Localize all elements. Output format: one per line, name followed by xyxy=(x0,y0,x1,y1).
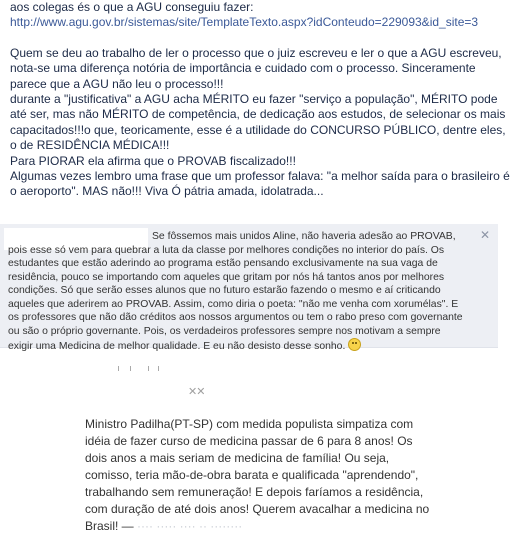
post-paragraph-4: Algumas vezes lembro uma frase que um professor falava: "a melhor saída para o brasileiro é o aeroporto". MAS não!!! Viva Ó pátria amada, idolatrada... xyxy=(10,169,510,199)
redacted-marks xyxy=(118,366,198,382)
comment-text: Se fôssemos mais unidos Aline, não haveria adesão ao PROVAB, pois esse só vem para quebrar a luta da classe por melhores condições no interior do país. Os estudantes que estão aderindo ao programa estão pensando exclusivamente na sua vaga de residência, pouco se importando com aqueles que gritam por nós há tantos anos por melhores condições. Só que serão esses alunos que no futuro estarão fazendo o mesmo e aí criticando aqueles que aderirem ao PROVAB. Assim, como diria o poeta: "não me venha com xorumélas". E os professores que não dão créditos aos nossos argumentos ou tem o rabo preso com governante ou são o próprio governante. Pois, os verdadeiros professores sempre nos motivam a sempre exigir uma Medicina de melhor qualidade. E eu não desisto desse sonho. xyxy=(8,231,463,352)
post-paragraph-2: durante a "justificativa" a AGU acha MÉRITO eu fazer "serviço a população", MÉRITO pode até ser, mas não MÉRITO de competência, de dedicação aos estudos, de selecionar os mais capacitados!!!o que, teoricamente, esse é a utilidade do CONCURSO PÚBLICO, dentre eles, o de RESIDÊNCIA MÉDICA!!! xyxy=(10,92,506,153)
agu-link[interactable]: http://www.agu.gov.br/sistemas/site/TemplateTexto.aspx?idConteudo=229093&id_site=3 xyxy=(10,15,479,30)
quoted-post-dash: — xyxy=(118,519,138,533)
share-icon[interactable]: ✕✕ xyxy=(188,386,205,398)
comment-body xyxy=(8,230,468,354)
close-icon[interactable]: ✕ xyxy=(480,228,491,242)
quoted-post-text: Ministro Padilha(PT-SP) com medida populista simpatiza com idéia de fazer curso de medicina passar de 6 para 8 anos! Os dois anos a mais seriam de medicina de família! Ou seja, comisso, teria mão-de-obra barata e qualificada "aprendendo", trabalhando sem remuneração! E depois faríamos a residência, com duração de até dois anos! Querem avacalhar a medicina no Brasil! xyxy=(85,417,430,533)
quoted-post-author: ···· ····· ···· ·· ········ xyxy=(137,519,243,533)
post-line-1: aos colegas és o que a AGU conseguiu fazer: xyxy=(10,0,254,14)
comment-box xyxy=(0,224,498,352)
post-paragraph-3: Para PIORAR ela afirma que o PROVAB fiscalizado!!! xyxy=(10,153,296,168)
quoted-post xyxy=(85,416,435,535)
smile-icon xyxy=(348,338,361,351)
post-text xyxy=(10,0,512,200)
post-paragraph-1: Quem se deu ao trabalho de ler o processo que o juiz escreveu e ler o que a AGU escreveu, nota-se uma diferença notória de importância e cuidado com o processo. Sinceramente parece que a AGU não leu o processo!!! xyxy=(10,45,502,91)
